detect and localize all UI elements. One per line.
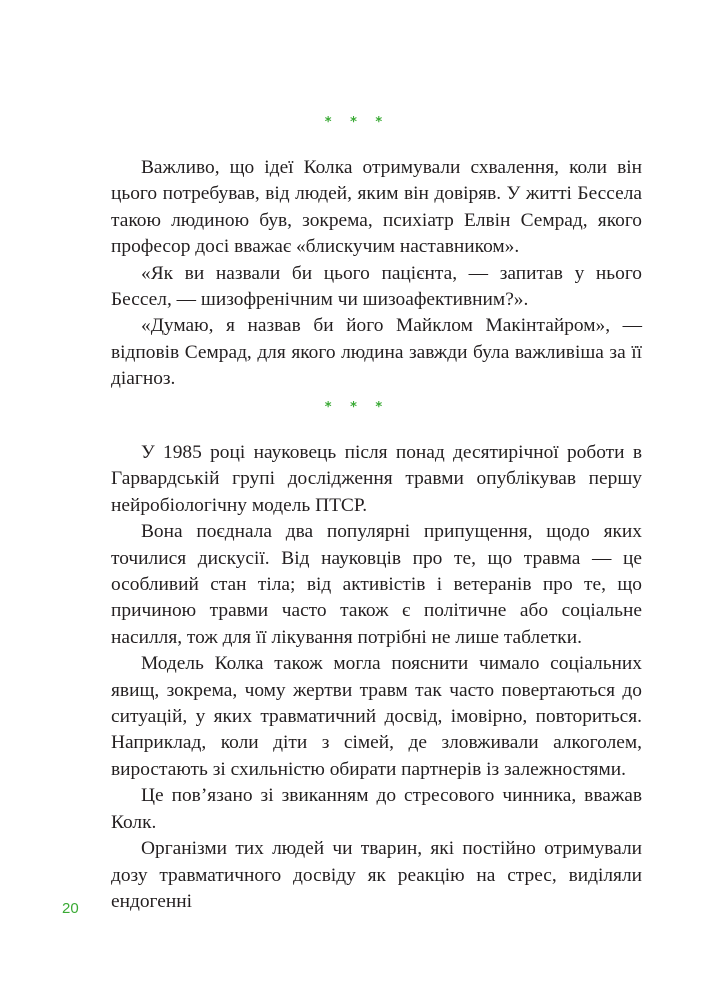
divider-asterisks: * * *: [324, 400, 390, 415]
paragraph: «Як ви назвали би цього пацієнта, — запитав у нього Бессел, — шизофренічним чи шизоафективним?».: [111, 262, 642, 311]
page-number: 20: [62, 900, 79, 917]
paragraph: Вона поєднала два популярні припущення, щодо яких точилися дискусії. Від науковців про те, що травма — це особливий стан тіла; від активістів і ветеранів про те, що причиною травми часто також є політичне або соціальне насилля, тож для її лікування потрібні не лише таблетки.: [111, 521, 642, 648]
section-divider: [0, 113, 707, 133]
section-2: [111, 440, 642, 915]
divider-asterisks: * * *: [324, 115, 390, 130]
section-1: [111, 155, 642, 393]
paragraph: «Думаю, я назвав би його Майклом Макінтайром», — відповів Семрад, для якого людина завжди була важливіша за її діагноз.: [111, 315, 642, 390]
paragraph: У 1985 році науковець після понад десятирічної роботи в Гарвардській групі дослідження травми опублікував першу нейробіологічну модель ПТСР.: [111, 442, 642, 516]
paragraph: Модель Колка також могла пояснити чимало соціальних явищ, зокрема, чому жертви травм так часто повертаються до ситуацій, у яких травматичний досвід, імовірно, повториться. Наприклад, коли діти з сімей, де зловживали алкоголем, виростають зі схильністю обирати партнерів із залежностями.: [111, 653, 642, 780]
paragraph: Це пов’язано зі звиканням до стресового чинника, вважав Колк.: [111, 785, 642, 833]
paragraph: Важливо, що ідеї Колка отримували схвалення, коли він цього потребував, від людей, яким він довіряв. У житті Бессела такою людиною був, зокрема, психіатр Елвін Семрад, якого професор досі вважає «блискучим наставником».: [111, 157, 642, 258]
section-divider: [0, 398, 707, 418]
paragraph: Організми тих людей чи тварин, які постійно отримували дозу травматичного досвіду як реакцію на стрес, виділяли ендогенні: [111, 838, 642, 912]
